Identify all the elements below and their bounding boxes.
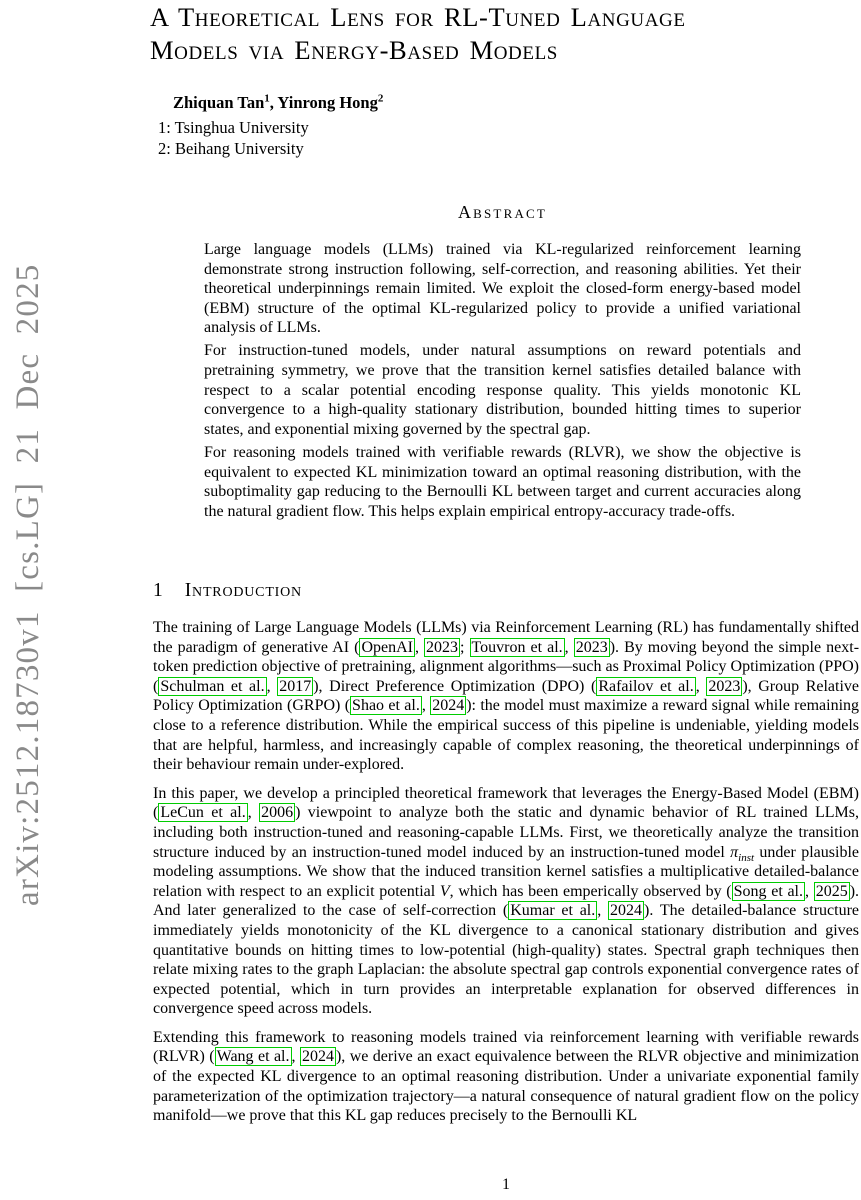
abstract-heading: Abstract — [457, 202, 548, 222]
citation-link[interactable]: 2006 — [261, 804, 294, 822]
citation-link[interactable]: 2024 — [301, 1048, 334, 1066]
abstract-body — [204, 240, 801, 525]
paper-title-line-2: Models via Energy-Based Models — [150, 35, 558, 65]
text-run: ) viewpoint to analyze both the static and dynamic behavior of RL trained LLMs, including both instruction-tuned and reasoning-capable LLMs. First, we theoretically analyze the transition structure induced by an instruction-tuned model induced by an instruction-tuned model — [153, 804, 859, 861]
text-run: ). By moving beyond the simple next-token prediction objective of pretraining, alignment algorithms—such as Proximal Policy Optimization (PPO) ( — [153, 638, 860, 695]
author-name: Zhiquan Tan — [173, 93, 265, 112]
text-run: Extending this framework to reasoning models trained via reinforcement learning with verifiable rewards (RLVR) ( — [153, 1028, 859, 1066]
introduction-body — [153, 618, 859, 1135]
text-run: , — [291, 1048, 300, 1066]
text-run: under plausible modeling assumptions. We show that the induced transition kernel satisfies a multiplicative detailed-balance relation with respect to an explicit potential — [153, 843, 859, 900]
citation-link[interactable]: 2025 — [815, 882, 848, 900]
arxiv-watermark: arXiv:2512.18730v1 [cs.LG] 21 Dec 2025 — [10, 263, 46, 906]
introduction-paragraph-3 — [153, 1028, 859, 1126]
text-run: , — [597, 902, 609, 920]
abstract-paragraph-2: For instruction-tuned models, under natural assumptions on reward potentials and pretraining symmetry, we prove that the transition kernel satisfies detailed balance with respect to a scalar potential encoding response quality. This yields monotonic KL convergence to a high-quality stationary distribution, bounded hitting times to superior states, and exponential mixing governed by the spectral gap. — [204, 342, 801, 438]
text-run: , — [564, 638, 574, 656]
abstract-paragraph-1: Large language models (LLMs) trained via KL-regularized reinforcement learning demonstrate strong instruction following, self-correction, and reasoning abilities. Yet their theoretical underpinnings remain limited. We exploit the closed-form energy-based model (EBM) structure of the optimal KL-regularized policy to provide a unified variational analysis of LLMs. — [204, 241, 801, 337]
text-run: ), Direct Preference Optimization (DPO) ( — [313, 677, 597, 695]
text-run: , — [247, 804, 260, 822]
page-number: 1 — [502, 1176, 510, 1193]
citation-link[interactable]: Schulman et al. — [160, 677, 265, 695]
text-run: In this paper, we develop a principled theoretical framework that leverages the Energy-Based Model (EBM) ( — [153, 784, 859, 822]
author-name: , Yinrong Hong — [269, 93, 378, 112]
section-label: Introduction — [184, 580, 302, 601]
citation-link[interactable]: Song et al. — [733, 882, 803, 900]
paper-title-line-1: A Theoretical Lens for RL-Tuned Language — [150, 2, 686, 32]
text-run: ; — [460, 638, 470, 656]
text-run: ). The detailed-balance structure immediately yields monotonicity of the KL divergence to a canonical stationary distribution and gives quantitative bounds on hitting times to low-potential (high-quality) states. Spectral graph techniques then relate mixing rates to the graph Laplacian: the absolute spectral gap controls exponential convergence rates of expected potential, which in turn provides an interpretable explanation for observed differences in convergence speed across models. — [153, 902, 860, 1018]
affiliation-1: 1: Tsinghua University — [158, 118, 309, 137]
citation-link[interactable]: OpenAI — [361, 638, 413, 656]
text-run: , — [266, 677, 278, 695]
text-run: , which has been emperically observed by ( — [449, 882, 732, 900]
text-run: The training of Large Language Models (LLMs) via Reinforcement Learning (RL) has fundamentally shifted the paradigm of generative AI ( — [153, 619, 859, 656]
text-run: , — [414, 638, 425, 656]
text-run: ): the model must maximize a reward signal while remaining close to a reference distribution. While the empirical success of this pipeline is undeniable, yielding models that are helpful, harmless, and increasingly capable of complex reasoning, the theoretical underpinnings of their behaviour remain under-explored. — [153, 697, 860, 774]
citation-link[interactable]: Shao et al. — [352, 697, 420, 715]
author-names — [158, 92, 383, 113]
affiliation-2: 2: Beihang University — [158, 139, 304, 158]
citation-link[interactable]: 2017 — [279, 677, 312, 695]
author-affiliation-marker: 2 — [377, 92, 384, 105]
introduction-paragraph-1 — [153, 618, 859, 775]
citation-link[interactable]: 2024 — [432, 697, 465, 715]
text-run: , — [421, 697, 431, 715]
author-affiliation-marker: 1 — [264, 92, 270, 105]
text-run: , — [805, 882, 814, 900]
authors-block — [158, 92, 383, 159]
text-run: ), we derive an exact equivalence between the RLVR objective and minimization of the expected KL divergence to an optimal reasoning distribution. Under a univariate exponential family parameterization of the optimization trajectory—a natural consequence of natural gradient flow on the policy manifold—we prove that this KL gap reduces precisely to the Bernoulli KL — [153, 1048, 860, 1125]
math-subscript: inst — [738, 851, 755, 864]
citation-link[interactable]: Wang et al. — [216, 1048, 290, 1066]
text-run: , — [695, 677, 707, 695]
citation-link[interactable]: Touvron et al. — [471, 638, 563, 656]
text-run: ). And later generalized to the case of self-correction ( — [153, 882, 860, 920]
citation-link[interactable]: 2024 — [610, 902, 643, 920]
citation-link[interactable]: 2023 — [426, 638, 459, 656]
text-run: ), Group Relative Policy Optimization (GRPO) ( — [153, 677, 860, 715]
section-heading-introduction — [153, 580, 302, 602]
citation-link[interactable]: Rafailov et al. — [598, 677, 694, 695]
citation-link[interactable]: Kumar et al. — [510, 902, 596, 920]
abstract-paragraph-3: For reasoning models trained with verifiable rewards (RLVR), we show the objective is equivalent to expected KL minimization toward an optimal reasoning distribution, with the suboptimality gap reducing to the Bernoulli KL between target and current accuracies along the natural gradient flow. This helps explain empirical entropy-accuracy trade-offs. — [204, 443, 801, 520]
paper-title — [150, 1, 860, 67]
section-number: 1 — [153, 580, 163, 601]
introduction-paragraph-2 — [153, 784, 859, 1019]
math-symbol: V — [439, 882, 450, 900]
math-symbol: π — [730, 843, 739, 861]
citation-link[interactable]: 2023 — [708, 677, 741, 695]
citation-link[interactable]: 2023 — [575, 638, 608, 656]
citation-link[interactable]: LeCun et al. — [160, 804, 246, 822]
